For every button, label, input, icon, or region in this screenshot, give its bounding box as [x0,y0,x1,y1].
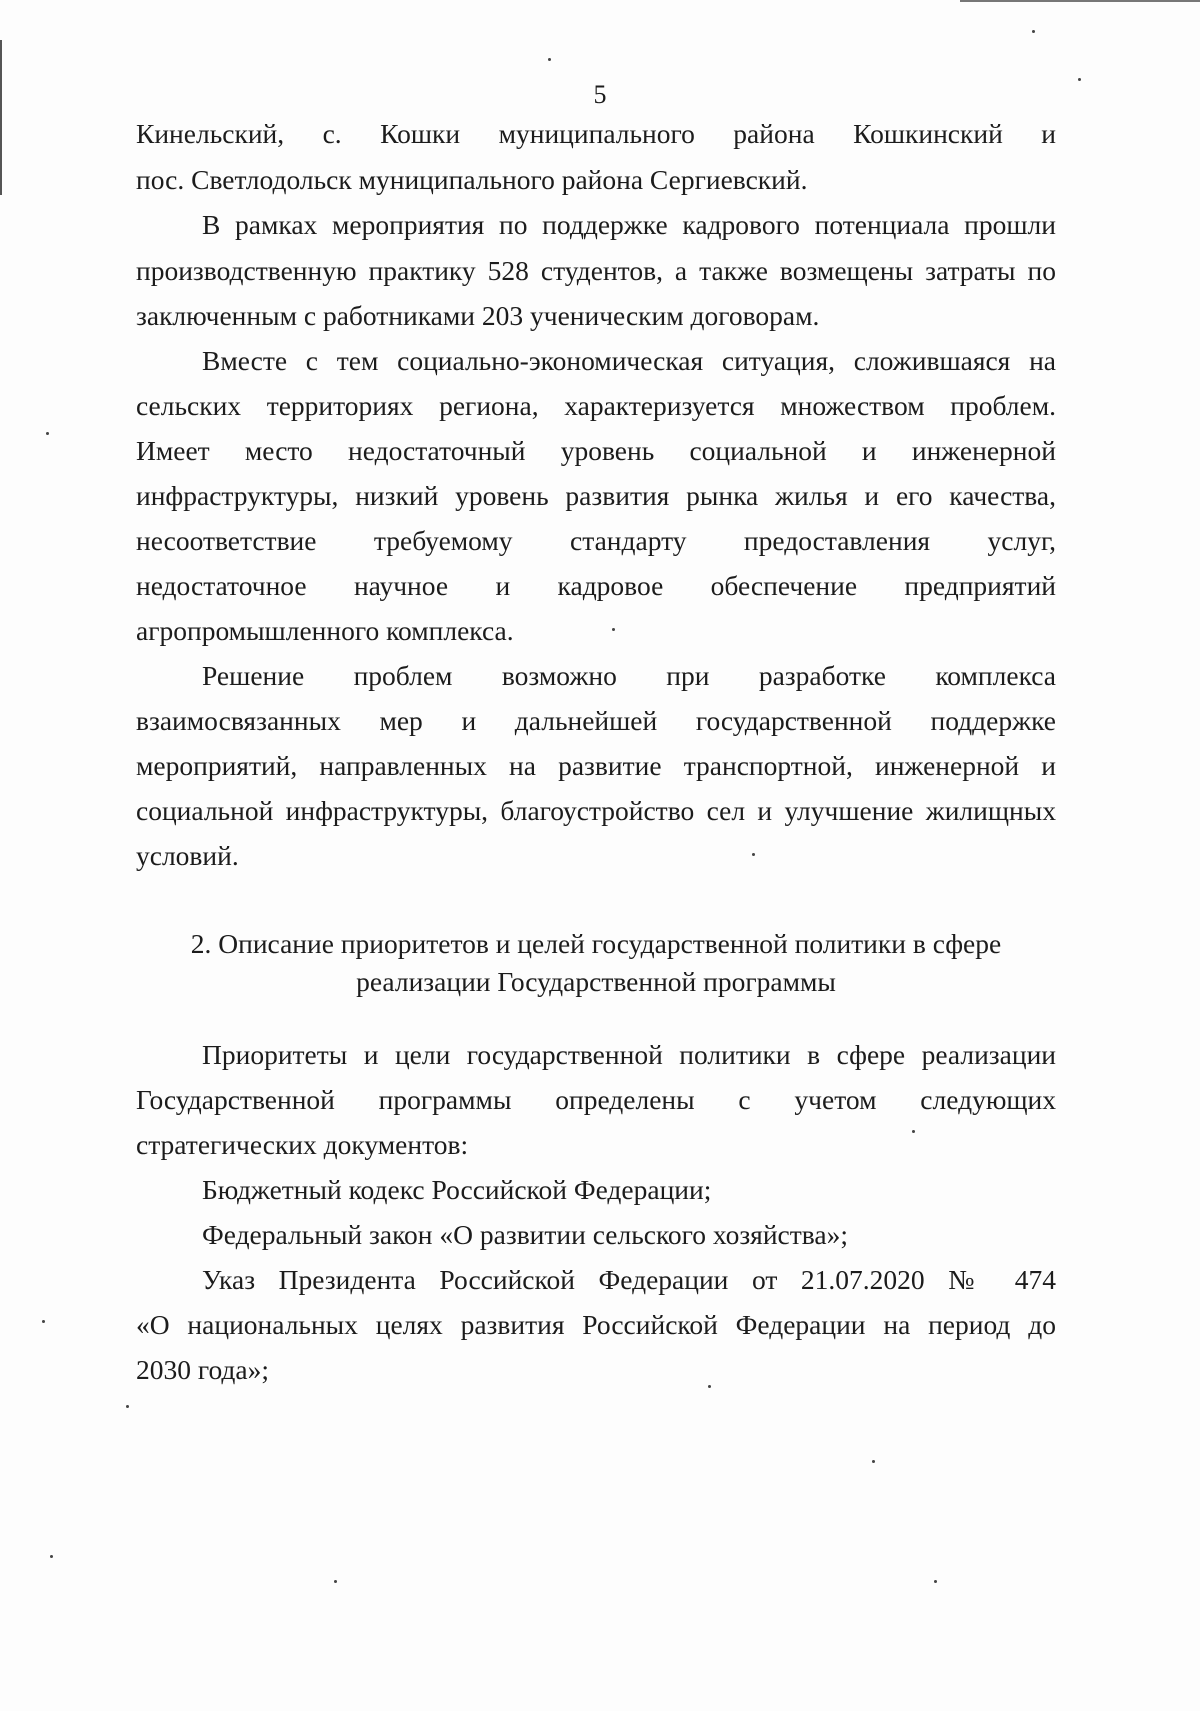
text-line: мероприятий, направленных на развитие транспортной, инженерной и [136,750,1056,781]
text-line: недостаточное научное и кадровое обеспечение предприятий [136,570,1056,601]
scan-speck [42,1320,45,1323]
scan-speck [612,628,615,631]
scan-speck [934,1580,937,1583]
list-item: Бюджетный кодекс Российской Федерации; [202,1174,712,1205]
scan-speck [548,58,551,61]
text-line: Имеет место недостаточный уровень социальной и инженерной [136,435,1056,466]
scan-speck [872,1460,875,1463]
text-line: производственную практику 528 студентов, а также возмещены затраты по [136,255,1056,286]
text-line: несоответствие требуемому стандарту предоставления услуг, [136,525,1056,556]
scan-speck [752,853,755,856]
text-line: В рамках мероприятия по поддержке кадрового потенциала прошли [202,209,1056,240]
text-line: условий. [136,840,239,871]
text-line: 2030 года»; [136,1354,270,1385]
scan-speck [1032,30,1035,33]
scan-edge-top [960,0,1200,2]
scan-edge-left [0,40,2,195]
text-line: Вместе с тем социально-экономическая ситуация, сложившаяся на [202,345,1056,376]
text-line: Решение проблем возможно при разработке комплекса [202,660,1056,691]
text-line: сельских территориях региона, характеризуется множеством проблем. [136,390,1056,421]
page-number: 5 [593,80,607,109]
text-line: «О национальных целях развития Российской Федерации на период до [136,1309,1056,1340]
text-line: стратегических документов: [136,1129,469,1160]
scan-speck [126,1405,129,1408]
text-line: Кинельский, с. Кошки муниципального района Кошкинский и [136,118,1056,149]
scan-speck [50,1555,53,1558]
list-item: Федеральный закон «О развитии сельского хозяйства»; [202,1219,848,1250]
text-line: агропромышленного комплекса. [136,615,514,646]
scan-speck [708,1385,711,1388]
text-line: Государственной программы определены с учетом следующих [136,1084,1056,1115]
section-heading: 2. Описание приоритетов и целей государственной политики в сфере [190,928,1002,959]
text-line: взаимосвязанных мер и дальнейшей государственной поддержке [136,705,1056,736]
scan-speck [912,1130,915,1133]
scan-speck [46,432,49,435]
text-line: Приоритеты и цели государственной политики в сфере реализации [202,1039,1056,1070]
section-heading: реализации Государственной программы [356,966,836,997]
text-line: заключенным с работниками 203 ученическим договорам. [136,300,820,331]
text-line: пос. Светлодольск муниципального района Сергиевский. [136,164,808,195]
text-line: Указ Президента Российской Федерации от 21.07.2020 № 474 [202,1264,1056,1295]
scan-speck [334,1580,337,1583]
text-line: социальной инфраструктуры, благоустройство сел и улучшение жилищных [136,795,1056,826]
scan-speck [1078,78,1081,81]
text-line: инфраструктуры, низкий уровень развития рынка жилья и его качества, [136,480,1056,511]
